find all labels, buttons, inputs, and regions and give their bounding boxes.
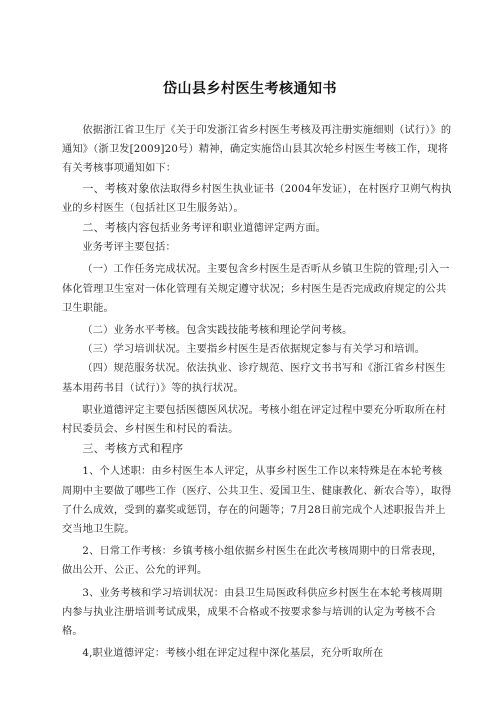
step-3: 3、业务考核和学习培训状况：由县卫生局医政科供应乡村医生在本轮考核周期内参与执业注册培训考试成果，成果不合格或不按要求参与培训的认定为考核不合格。: [62, 587, 443, 638]
document-body: [62, 121, 452, 663]
step-1: 1、个人述职：由乡村医生本人评定，从事乡村医生工作以来特殊是在本轮考核周期中主要做了哪些工作（医疗、公共卫生、爱国卫生、健康教化、新农合等），取得了什么成效，受到的嘉奖或惩罚，存在的问题等；7月28日前完成个人述职报告并上交当地卫生院。: [62, 466, 452, 536]
step-4: 4,职业道德评定：考核小组在评定过程中深化基层，充分听取所在: [82, 648, 384, 660]
eval-item-4: （四）规范服务状况。依法执业、诊疗规范、医疗文书书写和《浙江省乡村医生基本用药书目（试行）》等的执行状况。: [62, 363, 446, 394]
section-1-heading: 一、考核对象: [82, 181, 150, 195]
section-1-text: 依法取得乡村医生执业证书（2004年发证），在村医疗卫朔气构执业的乡村医生（包括社区卫生服务站）。: [62, 183, 452, 214]
section-2-heading: 二、考核内容: [82, 221, 150, 235]
business-eval-intro: 业务考评主要包括：: [82, 242, 176, 254]
eval-item-1: （一）工作任务完成状况。主要包含乡村医生是否听从乡镇卫生院的管理;引入一体化管理卫生室对一体化管理有关规定遵守状况；乡村医生是否完成政府规定的公共卫生职能。: [62, 264, 450, 314]
eval-item-3: （三）学习培训状况。主要指乡村医生是否依据规定参与有关学习和培训。: [82, 344, 426, 356]
page-title: 岱山县乡村医生考核通知书: [163, 81, 337, 97]
section-3-heading: 三、考核方式和程序: [82, 442, 184, 456]
step-2: 2、日常工作考核：乡镇考核小组依据乡村医生在此次考核周期中的日常表现，做出公开、公正、公允的评判。: [62, 546, 443, 577]
eval-item-2: （二）业务水平考核。包含实践技能考核和理论学问考核。: [82, 325, 353, 337]
section-2: [62, 218, 452, 238]
section-1: [62, 179, 452, 218]
intro-paragraph: 依据浙江省卫生厅《关于印发浙江省乡村医生考核及再注册实施细则（试行）》的通知》（浙卫发[2009]20号）精神，确定实施岱山县其次轮乡村医生考核工作，现将有关考核事项通知如下：: [62, 125, 452, 175]
section-2-text: 包括业务考评和职业道德评定两方面。: [149, 223, 327, 235]
ethics-paragraph: 职业道德评定主要包括医德医风状况。考核小组在评定过程中要充分听取所在村村民委员会、乡村医生和村民的看法。: [62, 404, 446, 436]
